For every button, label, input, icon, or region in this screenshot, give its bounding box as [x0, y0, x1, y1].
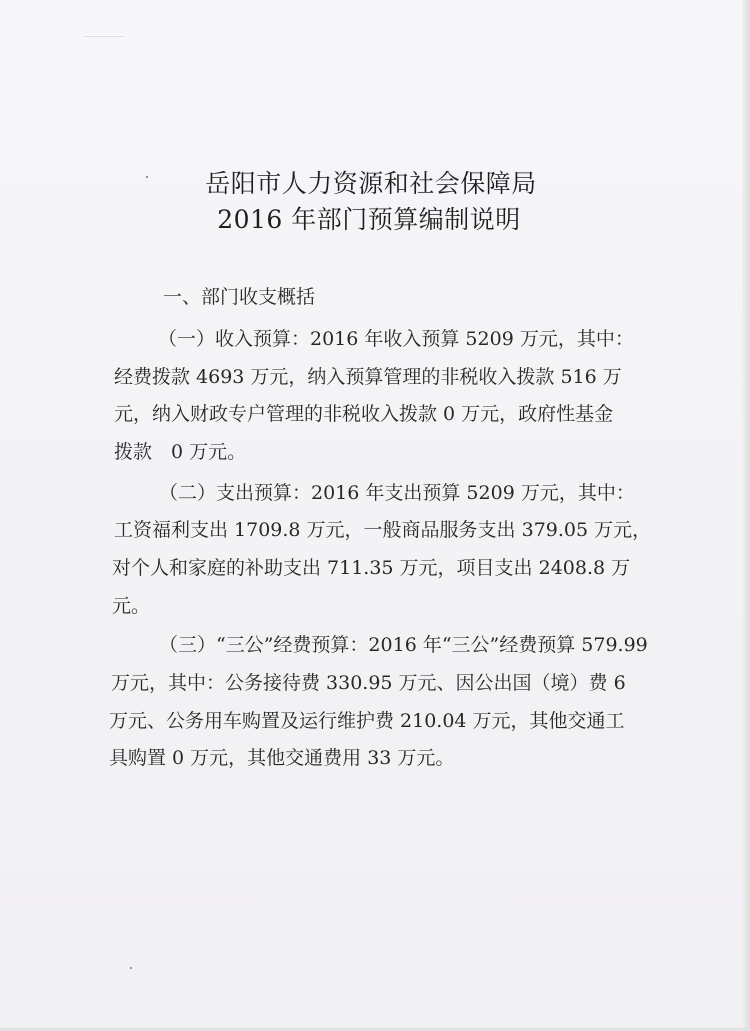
expenditure-paragraph-line: 对个人和家庭的补助支出 711.35 万元，项目支出 2408.8 万	[112, 557, 631, 579]
scan-shadow-right	[742, 0, 750, 1031]
scan-mark	[84, 36, 124, 37]
three-public-paragraph-line: 万元，其中：公务接待费 330.95 万元、因公出国（境）费 6	[111, 672, 626, 694]
expenditure-paragraph-line: （二）支出预算：2016 年支出预算 5209 万元，其中：	[159, 482, 635, 504]
document-title-line-1: 岳阳市人力资源和社会保障局	[205, 169, 537, 198]
section-heading: 一、部门收支概括	[163, 286, 316, 308]
expenditure-paragraph-line: 工资福利支出 1709.8 万元，一般商品服务支出 379.05 万元，	[114, 519, 652, 541]
expenditure-paragraph-line: 元。	[112, 595, 151, 617]
income-paragraph-line: （一）收入预算：2016 年收入预算 5209 万元，其中：	[158, 328, 634, 350]
income-paragraph-line: 拨款 0 万元。	[114, 441, 247, 463]
three-public-paragraph-line: 具购置 0 万元，其他交通费用 33 万元。	[109, 747, 455, 769]
income-paragraph-line: 元，纳入财政专户管理的非税收入拨款 0 万元，政府性基金	[114, 403, 614, 425]
three-public-paragraph-line: （三）“三公”经费预算：2016 年“三公”经费预算 579.99	[159, 634, 648, 656]
scan-speck	[130, 967, 132, 969]
income-paragraph-line: 经费拨款 4693 万元，纳入预算管理的非税收入拨款 516 万	[114, 366, 622, 388]
three-public-paragraph-line: 万元、公务用车购置及运行维护费 210.04 万元，其他交通工	[109, 710, 625, 732]
document-title-line-2: 2016 年部门预算编制说明	[217, 205, 521, 234]
